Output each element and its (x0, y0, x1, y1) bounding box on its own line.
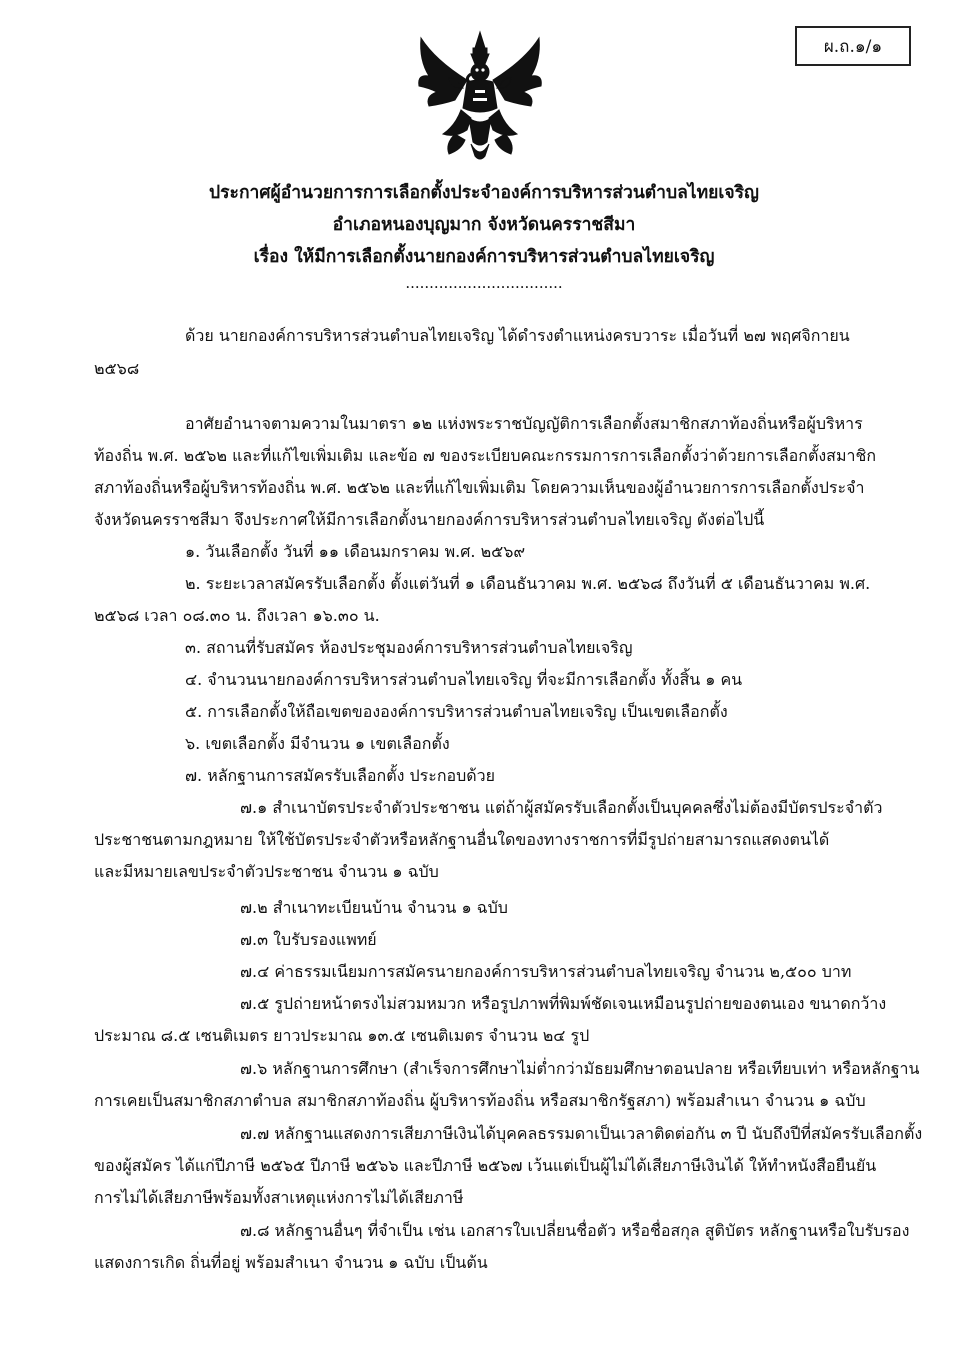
sub-item-7-7-line-2: ของผู้สมัคร ได้แก่ปีภาษี ๒๕๖๕ ปีภาษี ๒๕๖๖ และปีภาษี ๒๕๖๗ เว้นแต่เป็นผู้ไม่ได้เสียภาษีเงินได้ ให้ทำหนังสือยืนยัน (94, 1156, 877, 1175)
sub-item-7-4: ๗.๔ ค่าธรรมเนียมการสมัครนายกองค์การบริหารส่วนตำบลไทยเจริญ จำนวน ๒,๕๐๐ บาท (240, 962, 852, 981)
heading-line-2: อำเภอหนองบุญมาก จังหวัดนครราชสีมา (332, 215, 636, 235)
paragraph-1-line-2: ๒๕๖๘ (94, 359, 140, 378)
sub-item-7-5-line-1: ๗.๕ รูปถ่ายหน้าตรงไม่สวมหมวก หรือรูปภาพที่พิมพ์ชัดเจนเหมือนรูปถ่ายของตนเอง ขนาดกว้าง (240, 994, 887, 1013)
item-7: ๗. หลักฐานการสมัครรับเลือกตั้ง ประกอบด้วย (185, 766, 496, 785)
heading-line-3: เรื่อง ให้มีการเลือกตั้งนายกองค์การบริหารส่วนตำบลไทยเจริญ (253, 247, 715, 267)
item-2-line-2: ๒๕๖๘ เวลา ๐๘.๓๐ น. ถึงเวลา ๑๖.๓๐ น. (94, 606, 380, 625)
item-1: ๑. วันเลือกตั้ง วันที่ ๑๑ เดือนมกราคม พ.ศ. ๒๕๖๙ (185, 542, 526, 561)
paragraph-2-line-1: อาศัยอำนาจตามความในมาตรา ๑๒ แห่งพระราชบัญญัติการเลือกตั้งสมาชิกสภาท้องถิ่นหรือผู้บริหาร (185, 414, 863, 433)
sub-item-7-1-line-1: ๗.๑ สำเนาบัตรประจำตัวประชาชน แต่ถ้าผู้สมัครรับเลือกตั้งเป็นบุคคลซึ่งไม่ต้องมีบัตรประจำตัว (240, 798, 883, 817)
sub-item-7-8-line-2: แสดงการเกิด ถิ่นที่อยู่ พร้อมสำเนา จำนวน ๑ ฉบับ เป็นต้น (94, 1253, 488, 1272)
paragraph-2-line-3: สภาท้องถิ่นหรือผู้บริหารท้องถิ่น พ.ศ. ๒๕๖๒ และที่แก้ไขเพิ่มเติม โดยความเห็นของผู้อำนวยการการเลือกตั้งประจำ (94, 478, 865, 497)
sub-item-7-7-line-1: ๗.๗ หลักฐานแสดงการเสียภาษีเงินได้บุคคลธรรมดาเป็นเวลาติดต่อกัน ๓ ปี นับถึงปีที่สมัครรับเลือกตั้ง (240, 1124, 923, 1143)
item-2-line-1: ๒. ระยะเวลาสมัครรับเลือกตั้ง ตั้งแต่วันที่ ๑ เดือนธันวาคม พ.ศ. ๒๕๖๘ ถึงวันที่ ๕ เดือนธันวาคม พ.ศ. (185, 574, 871, 593)
sub-item-7-6-line-2: การเคยเป็นสมาชิกสภาตำบล สมาชิกสภาท้องถิ่น ผู้บริหารท้องถิ่น หรือสมาชิกรัฐสภา) พร้อมสำเนา จำนวน ๑ ฉบับ (94, 1091, 866, 1110)
sub-item-7-6-line-1: ๗.๖ หลักฐานการศึกษา (สำเร็จการศึกษาไม่ต่ำกว่ามัธยมศึกษาตอนปลาย หรือเทียบเท่า หรือหลักฐาน (240, 1059, 920, 1078)
heading-separator: ................................. (405, 274, 563, 292)
sub-item-7-1-line-3: และมีหมายเลขประจำตัวประชาชน จำนวน ๑ ฉบับ (94, 862, 439, 881)
paragraph-2-line-2: ท้องถิ่น พ.ศ. ๒๕๖๒ และที่แก้ไขเพิ่มเติม และข้อ ๗ ของระเบียบคณะกรรมการการเลือกตั้งว่าด้วยการเลือกตั้งสมาชิก (94, 446, 877, 465)
sub-item-7-8-line-1: ๗.๘ หลักฐานอื่นๆ ที่จำเป็น เช่น เอกสารใบเปลี่ยนชื่อตัว หรือชื่อสกุล สูติบัตร หลักฐานหรือใบรับรอง (240, 1221, 910, 1240)
sub-item-7-3: ๗.๓ ใบรับรองแพทย์ (240, 930, 377, 949)
sub-item-7-1-line-2: ประชาชนตามกฎหมาย ให้ใช้บัตรประจำตัวหรือหลักฐานอื่นใดของทางราชการที่มีรูปถ่ายสามารถแสดงตนได้ (94, 830, 830, 849)
sub-item-7-2: ๗.๒ สำเนาทะเบียนบ้าน จำนวน ๑ ฉบับ (240, 898, 508, 917)
sub-item-7-5-line-2: ประมาณ ๘.๕ เซนติเมตร ยาวประมาณ ๑๓.๕ เซนติเมตร จำนวน ๒๔ รูป (94, 1026, 590, 1045)
item-6: ๖. เขตเลือกตั้ง มีจำนวน ๑ เขตเลือกตั้ง (185, 734, 450, 753)
paragraph-1-line-1: ด้วย นายกองค์การบริหารส่วนตำบลไทยเจริญ ได้ดำรงตำแหน่งครบวาระ เมื่อวันที่ ๒๗ พฤศจิกายน (185, 326, 850, 345)
item-5: ๕. การเลือกตั้งให้ถือเขตขององค์การบริหารส่วนตำบลไทยเจริญ เป็นเขตเลือกตั้ง (185, 702, 728, 721)
document-code-box (795, 26, 911, 66)
heading-line-1: ประกาศผู้อำนวยการการเลือกตั้งประจำองค์การบริหารส่วนตำบลไทยเจริญ (209, 183, 759, 203)
item-3: ๓. สถานที่รับสมัคร ห้องประชุมองค์การบริหารส่วนตำบลไทยเจริญ (185, 638, 633, 657)
document-code: ผ.ถ.๑/๑ (823, 36, 883, 57)
item-4: ๔. จำนวนนายกองค์การบริหารส่วนตำบลไทยเจริญ ที่จะมีการเลือกตั้ง ทั้งสิ้น ๑ คน (185, 670, 743, 689)
garuda-emblem-icon (415, 30, 545, 165)
sub-item-7-7-line-3: การไม่ได้เสียภาษีพร้อมทั้งสาเหตุแห่งการไม่ได้เสียภาษี (94, 1188, 464, 1207)
paragraph-2-line-4: จังหวัดนครราชสีมา จึงประกาศให้มีการเลือกตั้งนายกองค์การบริหารส่วนตำบลไทยเจริญ ดังต่อไปนี้ (94, 510, 765, 529)
